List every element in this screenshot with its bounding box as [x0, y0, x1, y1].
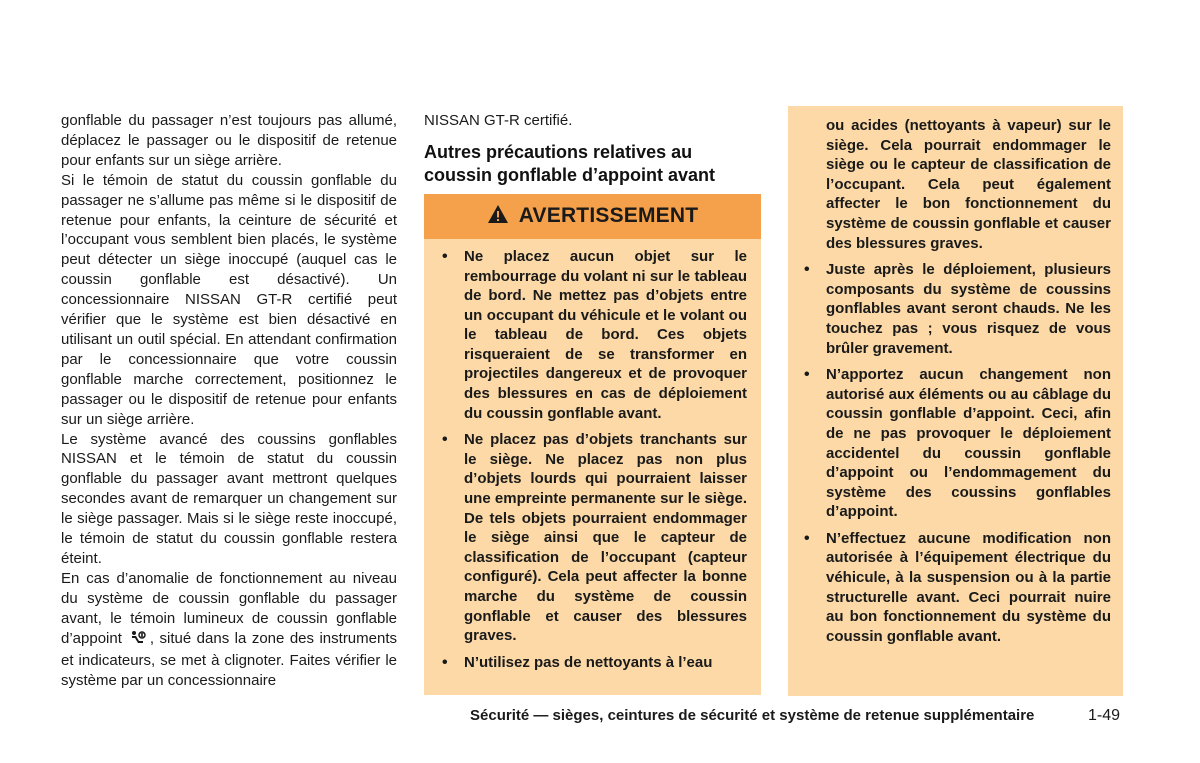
page-footer-title: Sécurité — sièges, ceintures de sécurité et système de retenue supplémentaire — [470, 707, 1035, 724]
paragraph: Si le témoin de statut du coussin gonflable du passager ne s’allume pas même si le dispositif de retenue pour enfants, la ceinture de sécurité et l’occupant vous semblent bien placés, le système peut détecter un siège inoccupé (auquel cas le coussin gonflable est désactivé). Un concessionnaire NISSAN GT-R certifié peut vérifier que le système est bien désactivé en utilisant un outil spécial. En attendant confirmation par le concessionnaire que votre coussin gonflable marche correctement, positionnez le passager ou le dispositif de retenue pour enfants sur un siège arrière. — [61, 171, 397, 428]
left-column — [61, 111, 397, 691]
page-number: 1-49 — [1088, 707, 1121, 724]
paragraph: Le système avancé des coussins gonflables NISSAN et le témoin de statut du coussin gonflable du passager avant mettront quelques secondes avant de remarquer un changement sur le siège passager. Mais si le siège reste inoccupé, le témoin de statut du coussin gonflable restera éteint. — [61, 430, 397, 567]
warning-list — [800, 260, 1111, 646]
warning-title: AVERTISSEMENT — [518, 204, 699, 228]
warning-continuation: ou acides (nettoyants à vapeur) sur le siège. Cela pourrait endommager le siège ou le capteur de classification de l’occupant. Cela peut également affecter le bon fonctionnement du système de coussin gonflable et causer des blessures graves. — [826, 117, 1111, 252]
paragraph-text-end: , situé dans la zone des instruments et indicateurs, se met à clignoter. Faites vérifier le système par un concessionnaire — [61, 629, 397, 690]
airbag-warning-icon — [130, 630, 146, 652]
warning-box — [424, 239, 761, 695]
warning-item: • N’apportez aucun changement non autorisé aux éléments ou au câblage du coussin gonflable d’appoint. Ceci, afin de ne pas provoquer le déploiement accidentel du coussin gonflable d’appoint ou l’endommagement du système des coussins gonflables d’appoint. — [800, 365, 1111, 522]
paragraph: gonflable du passager n’est toujours pas allumé, déplacez le passager ou le dispositif de retenue pour enfants sur un siège arrière. — [61, 112, 397, 169]
warning-list — [438, 247, 747, 672]
middle-column — [424, 111, 761, 695]
paragraph-text-start: En cas d’anomalie de fonctionnement au niveau du système de coussin gonflable du passager avant, le témoin lumineux de coussin gonflable d’appoint — [61, 569, 397, 647]
paragraph-with-icon — [61, 569, 397, 691]
section-heading: Autres précautions relatives au coussin gonflable d’appoint avant — [424, 141, 716, 185]
warning-item: • Ne placez pas d’objets tranchants sur le siège. Ne placez pas non plus d’objets lourds qui pourraient laisser une empreinte permanente sur le siège. De tels objets pourraient endommager le siège ainsi que le capteur de classification de l’occupant (capteur configuré). Cela peut affecter la bonne marche du système de coussin gonflable et causer des blessures graves. — [438, 430, 747, 646]
intro-text: NISSAN GT-R certifié. — [424, 112, 573, 129]
warning-item: • Ne placez aucun objet sur le rembourrage du volant ni sur le tableau de bord. Ne mettez pas d’objets entre un occupant du véhicule et le volant ou le tableau de bord. Ces objets risqueraient de se transformer en projectiles dangereux et de provoquer des blessures en cas de déploiement du coussin gonflable avant. — [438, 247, 747, 423]
warning-item: • N’utilisez pas de nettoyants à l’eau — [438, 653, 747, 673]
warning-item: • Juste après le déploiement, plusieurs composants du système de coussins gonflables avant seront chauds. Ne les touchez pas ; vous risquez de vous brûler gravement. — [800, 260, 1111, 358]
warning-banner — [424, 194, 761, 239]
right-column-warning — [788, 106, 1123, 696]
warning-triangle-icon — [487, 204, 509, 229]
warning-item: • N’effectuez aucune modification non autorisée à l’équipement électrique du véhicule, à la suspension ou à la partie structurelle avant. Ceci pourrait nuire au bon fonctionnement du système du coussin gonflable avant. — [800, 529, 1111, 647]
